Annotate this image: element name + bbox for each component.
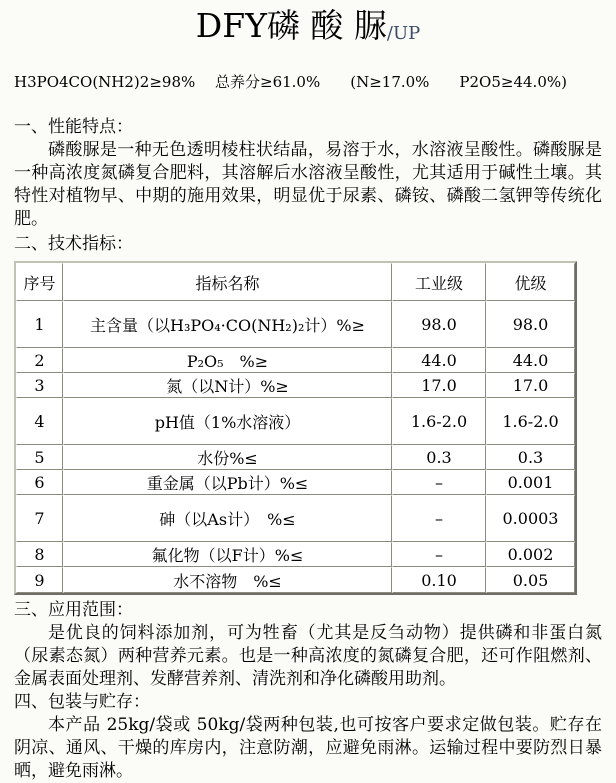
cell-no: 9: [16, 567, 63, 593]
section-2-heading: 二、技术指标：: [14, 234, 133, 254]
cell-name: 砷（以As计） %≤: [63, 495, 392, 542]
cell-premium: 0.3: [486, 445, 575, 470]
col-header-industrial: 工业级: [392, 263, 486, 301]
cell-premium: 98.0: [486, 301, 575, 348]
cell-name: 氟化物（以F计）%≤: [63, 542, 392, 567]
table-header-row: [16, 263, 575, 301]
cell-no: 2: [16, 348, 63, 373]
cell-name: 水不溶物 %≤: [63, 567, 392, 593]
page-title-main: DFY磷 酸 脲: [195, 6, 387, 45]
cell-premium: 0.0003: [486, 495, 575, 542]
col-header-no: 序号: [16, 263, 63, 301]
section-4-heading: 四、包装与贮存：: [14, 692, 150, 712]
cell-premium: 0.002: [486, 542, 575, 567]
cell-name: 氮（以N计）%≥: [63, 373, 392, 398]
table-row: [16, 445, 575, 470]
cell-industrial: 0.3: [392, 445, 486, 470]
cell-name: 水份%≤: [63, 445, 392, 470]
section-1-body: 磷酸脲是一种无色透明棱柱状结晶，易溶于水，水溶液呈酸性。磷酸脲是一种高浓度氮磷复合肥料，其溶解后水溶液呈酸性，尤其适用于碱性土壤。其特性对植物早、中期的施用效果，明显优于尿素、磷铵、磷酸二氢钾等传统化肥。: [14, 140, 602, 229]
cell-industrial: 1.6-2.0: [392, 398, 486, 445]
table-row: [16, 470, 575, 495]
formula-line: H3PO4CO(NH2)2≥98% 总养分≥61.0% (N≥17.0% P2O5≥44.0%): [14, 73, 567, 91]
cell-name: P₂O₅ %≥: [63, 348, 392, 373]
cell-no: 6: [16, 470, 63, 495]
table-row: [16, 348, 575, 373]
cell-premium: 44.0: [486, 348, 575, 373]
cell-industrial: 98.0: [392, 301, 486, 348]
col-header-premium: 优级: [486, 263, 575, 301]
cell-name: 主含量（以H₃PO₄·CO(NH₂)₂计）%≥: [63, 301, 392, 348]
cell-industrial: –: [392, 495, 486, 542]
col-header-name: 指标名称: [63, 263, 392, 301]
cell-industrial: –: [392, 542, 486, 567]
section-3-body: 是优良的饲料添加剂，可为牲畜（尤其是反刍动物）提供磷和非蛋白氮（尿素态氮）两种营养元素。也是一种高浓度的氮磷复合肥，还可作阻燃剂、金属表面处理剂、发酵营养剂、清洗剂和净化磷酸用助剂。: [14, 623, 602, 689]
spec-table: [14, 261, 577, 595]
cell-name: 重金属（以Pb计）%≤: [63, 470, 392, 495]
table-row: [16, 495, 575, 542]
cell-name: pH值（1%水溶液）: [63, 398, 392, 445]
cell-industrial: 17.0: [392, 373, 486, 398]
table-row: [16, 542, 575, 567]
cell-premium: 17.0: [486, 373, 575, 398]
cell-no: 5: [16, 445, 63, 470]
cell-no: 3: [16, 373, 63, 398]
cell-no: 8: [16, 542, 63, 567]
section-4-body: 本产品 25kg/袋或 50kg/袋两种包装,也可按客户要求定做包装。贮存在阴凉、通风、干燥的库房内，注意防潮，应避免雨淋。运输过程中要防烈日暴晒，避免雨淋。: [14, 715, 602, 781]
table-row: [16, 567, 575, 593]
cell-industrial: 44.0: [392, 348, 486, 373]
cell-premium: 0.05: [486, 567, 575, 593]
section-1-heading: 一、性能特点：: [14, 117, 133, 137]
table-row: [16, 373, 575, 398]
cell-industrial: 0.10: [392, 567, 486, 593]
page-title: [14, 2, 602, 56]
cell-industrial: –: [392, 470, 486, 495]
cell-no: 1: [16, 301, 63, 348]
section-3-heading: 三、应用范围：: [14, 600, 133, 620]
cell-no: 4: [16, 398, 63, 445]
table-row: [16, 301, 575, 348]
table-row: [16, 398, 575, 445]
cell-premium: 0.001: [486, 470, 575, 495]
cell-no: 7: [16, 495, 63, 542]
cell-premium: 1.6-2.0: [486, 398, 575, 445]
page-title-suffix: /UP: [386, 23, 421, 44]
